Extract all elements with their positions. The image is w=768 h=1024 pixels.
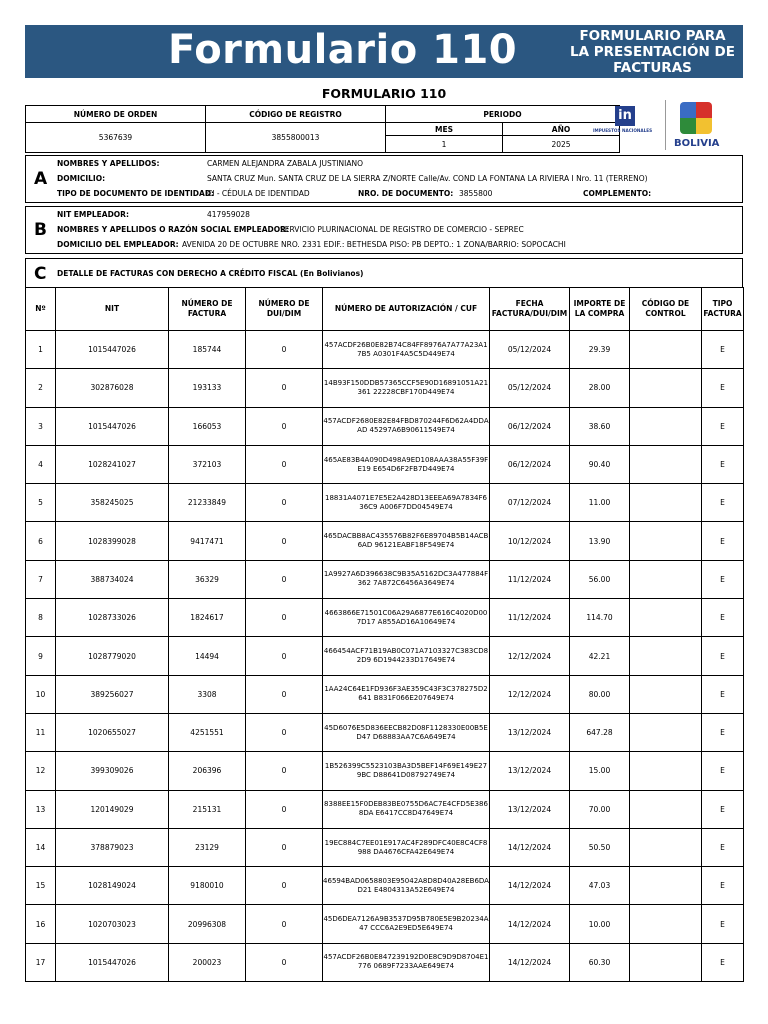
col-codigo-control [630,484,702,522]
col-numero-factura: 193133 [169,369,246,407]
col-importe: 10.00 [570,905,630,943]
col-num: 9 [26,637,56,675]
col-codigo-control [630,867,702,905]
table-row [26,484,744,522]
col-dui-dim: 0 [246,407,323,445]
col-fecha: 10/12/2024 [490,522,570,560]
col-importe-header: IMPORTE DE LA COMPRA [570,288,630,331]
col-importe: 38.60 [570,407,630,445]
col-codigo-control [630,713,702,751]
logos [590,100,720,152]
razon-social-label: NOMBRES Y APELLIDOS O RAZÓN SOCIAL EMPLEADOR: [57,225,289,234]
col-importe: 90.40 [570,445,630,483]
col-num: 6 [26,522,56,560]
col-numero-factura: 20996308 [169,905,246,943]
col-cuf: 46594BAD0658803E95042A8D8D40A28EB6DAD21 E4804313A52E649E74 [323,867,490,905]
table-row [26,522,744,560]
col-tipo-factura: E [702,331,744,369]
col-nit: 378879023 [56,828,169,866]
col-nit: 1015447026 [56,331,169,369]
col-numero-factura: 166053 [169,407,246,445]
col-dui-dim: 0 [246,637,323,675]
col-fecha: 11/12/2024 [490,560,570,598]
col-cuf-header: NÚMERO DE AUTORIZACIÓN / CUF [323,288,490,331]
col-num: 13 [26,790,56,828]
table-row [26,675,744,713]
periodo-label: PERIODO [386,106,620,123]
col-cuf: 457ACDF26B0E847239192D0E8C9D9D8704E1776 0689F7233AAE649E74 [323,943,490,981]
col-nit: 389256027 [56,675,169,713]
table-row [26,637,744,675]
col-numero-factura: 14494 [169,637,246,675]
col-fecha: 12/12/2024 [490,637,570,675]
col-cuf: 465AE83B4A090D498A9ED108AAA38A55F39FE19 E654D6F2FB7D449E74 [323,445,490,483]
nit-empleador-value: 417959028 [207,210,250,219]
col-tipo-factura: E [702,752,744,790]
col-dui-dim: 0 [246,752,323,790]
col-dui-dim: 0 [246,560,323,598]
col-importe: 28.00 [570,369,630,407]
domicilio-empleador-label: DOMICILIO DEL EMPLEADOR: [57,240,179,249]
section-c [25,258,743,288]
col-fecha: 05/12/2024 [490,331,570,369]
col-num: 2 [26,369,56,407]
col-num: 10 [26,675,56,713]
col-cuf: 45D6DEA7126A9B3537D95B780E5E9B20234A47 CCC6A2E9ED5E649E74 [323,905,490,943]
col-codigo-control [630,905,702,943]
table-body [26,331,744,982]
col-numero-factura: 9180010 [169,867,246,905]
col-num-header: Nº [26,288,56,331]
col-numero-factura: 215131 [169,790,246,828]
section-b [25,206,743,254]
col-codigo-control [630,522,702,560]
col-num: 14 [26,828,56,866]
col-nit: 1015447026 [56,407,169,445]
col-nit: 1028241027 [56,445,169,483]
form-number-title: FORMULARIO 110 [321,86,447,101]
col-importe: 11.00 [570,484,630,522]
col-codigo-control [630,828,702,866]
table-header-row [26,288,744,331]
col-fecha: 13/12/2024 [490,713,570,751]
col-num: 3 [26,407,56,445]
col-dui-dim: 0 [246,331,323,369]
table-row [26,790,744,828]
col-numero-factura: 23129 [169,828,246,866]
col-nit: 1020655027 [56,713,169,751]
col-codigo-control [630,560,702,598]
col-codigo-control [630,637,702,675]
col-importe: 70.00 [570,790,630,828]
col-codigo-control [630,599,702,637]
sin-logo-text: IMPUESTOS NACIONALES [593,128,653,133]
col-numero-factura: 3308 [169,675,246,713]
col-tipo-factura: E [702,943,744,981]
col-fecha: 06/12/2024 [490,407,570,445]
col-cuf: 19EC884C7EE01E917AC4F289DFC40E8C4CF8988 DA4676CFA42E649E74 [323,828,490,866]
col-cuf: 45D6076E5D836EECB82D08F1128330E00B5ED47 D68883AA7C6A649E74 [323,713,490,751]
col-dui-dim-header: NÚMERO DE DUI/DIM [246,288,323,331]
col-tipo-factura: E [702,599,744,637]
section-a-letter: A [34,169,48,189]
section-c-letter: C [34,264,47,284]
col-nit: 120149029 [56,790,169,828]
complemento-label: COMPLEMENTO: [583,189,652,198]
col-tipo-factura: E [702,522,744,560]
bolivia-logo-text: BOLIVIA [674,138,720,149]
header-band [25,25,743,78]
form-title: Formulario 110 [168,27,518,73]
col-codigo-control [630,943,702,981]
col-importe: 13.90 [570,522,630,560]
col-tipo-factura: E [702,637,744,675]
table-row [26,560,744,598]
domicilio-empleador-value: AVENIDA 20 DE OCTUBRE NRO. 2331 EDIF.: BETHESDA PISO: PB DEPTO.: 1 ZONA/BARRIO: SOPOCACHI [182,240,566,249]
form-subtitle: FORMULARIO PARA LA PRESENTACIÓN DE FACTURAS [570,28,735,76]
col-cuf: 18831A4071E7E5E2A428D13EEEA69A7834F636C9 A006F7DD04549E74 [323,484,490,522]
col-dui-dim: 0 [246,867,323,905]
mes-label: MES [386,123,503,136]
logo-divider [665,100,666,150]
table-row [26,369,744,407]
col-codigo-control [630,369,702,407]
col-fecha: 12/12/2024 [490,675,570,713]
table-row [26,752,744,790]
col-fecha: 14/12/2024 [490,828,570,866]
col-nit: 1020703023 [56,905,169,943]
col-num: 15 [26,867,56,905]
bolivia-logo [674,100,720,152]
col-cuf: 1B526399C5523103BA3D5BEF14F69E149E279BC D88641D08792749E74 [323,752,490,790]
table-row [26,943,744,981]
numero-orden-value: 5367639 [26,123,206,153]
col-codigo-control [630,407,702,445]
mes-value: 1 [386,136,503,153]
col-codigo-control [630,752,702,790]
tipo-doc-value: CI - CÉDULA DE IDENTIDAD [207,189,310,198]
col-nit: 1028779020 [56,637,169,675]
col-fecha: 13/12/2024 [490,752,570,790]
table-row [26,331,744,369]
col-numero-factura: 206396 [169,752,246,790]
col-num: 4 [26,445,56,483]
col-tipo-factura: E [702,867,744,905]
col-numero-factura: 36329 [169,560,246,598]
col-dui-dim: 0 [246,828,323,866]
nro-doc-value: 3855800 [459,189,493,198]
col-importe: 80.00 [570,675,630,713]
col-numero-factura: 4251551 [169,713,246,751]
section-a [25,155,743,203]
col-nit: 1028399028 [56,522,169,560]
codigo-registro-value: 3855800013 [206,123,386,153]
col-tipo-factura: E [702,790,744,828]
nombres-label: NOMBRES Y APELLIDOS: [57,159,160,168]
sin-logo-icon: in [615,106,635,126]
table-row [26,867,744,905]
col-codigo-control [630,675,702,713]
col-importe: 29.39 [570,331,630,369]
anio-label: AÑO [503,123,620,136]
col-fecha: 14/12/2024 [490,867,570,905]
table-row [26,407,744,445]
col-num: 11 [26,713,56,751]
col-numero-factura-header: NÚMERO DE FACTURA [169,288,246,331]
col-tipo-factura: E [702,369,744,407]
codigo-registro-label: CÓDIGO DE REGISTRO [206,106,386,123]
col-fecha: 11/12/2024 [490,599,570,637]
col-codigo-control-header: CÓDIGO DE CONTROL [630,288,702,331]
col-fecha: 14/12/2024 [490,905,570,943]
col-num: 16 [26,905,56,943]
col-nit: 388734024 [56,560,169,598]
col-tipo-factura: E [702,560,744,598]
col-numero-factura: 1824617 [169,599,246,637]
col-importe: 114.70 [570,599,630,637]
col-numero-factura: 21233849 [169,484,246,522]
col-cuf: 1A9927A6D396638C9B35A5162DC3A477884F362 7A872C6456A3649E74 [323,560,490,598]
col-num: 12 [26,752,56,790]
col-tipo-factura: E [702,407,744,445]
impuestos-nacionales-logo [590,100,660,140]
domicilio-value: SANTA CRUZ Mun. SANTA CRUZ DE LA SIERRA Z/NORTE Calle/Av. COND LA FONTANA LA RIVIERA I Nro. 11 (TERRENO) [207,174,648,183]
col-num: 1 [26,331,56,369]
col-importe: 15.00 [570,752,630,790]
col-codigo-control [630,331,702,369]
col-dui-dim: 0 [246,713,323,751]
col-importe: 50.50 [570,828,630,866]
nit-empleador-label: NIT EMPLEADOR: [57,210,129,219]
table-row [26,713,744,751]
col-tipo-factura: E [702,445,744,483]
col-dui-dim: 0 [246,905,323,943]
col-importe: 56.00 [570,560,630,598]
col-fecha: 06/12/2024 [490,445,570,483]
nro-doc-label: NRO. DE DOCUMENTO: [358,189,454,198]
table-row [26,445,744,483]
order-info-table [25,105,620,153]
table-row [26,905,744,943]
col-nit: 302876028 [56,369,169,407]
col-cuf: 8388EE15F0DEB83BE0755D6AC7E4CFD5E3868DA E6417CC8D47649E74 [323,790,490,828]
col-nit: 399309026 [56,752,169,790]
col-fecha: 14/12/2024 [490,943,570,981]
col-dui-dim: 0 [246,790,323,828]
invoice-table [25,287,744,982]
col-numero-factura: 200023 [169,943,246,981]
col-importe: 60.30 [570,943,630,981]
col-tipo-factura: E [702,905,744,943]
col-dui-dim: 0 [246,484,323,522]
col-tipo-factura: E [702,713,744,751]
tipo-doc-label: TIPO DE DOCUMENTO DE IDENTIDAD: [57,189,215,198]
col-codigo-control [630,790,702,828]
col-cuf: 1AA24C64E1FD936F3AE359C43F3C378275D2641 B831F066E207649E74 [323,675,490,713]
col-codigo-control [630,445,702,483]
col-cuf: 4663866E71501C06A29A6877E616C4020D007D17 A855AD16A10649E74 [323,599,490,637]
col-nit: 1028733026 [56,599,169,637]
col-nit: 358245025 [56,484,169,522]
col-importe: 47.03 [570,867,630,905]
col-nit: 1015447026 [56,943,169,981]
col-dui-dim: 0 [246,675,323,713]
col-cuf: 457ACDF26B0E82B74C84FF8976A7A77A23A17B5 A0301F4A5C5D449E74 [323,331,490,369]
col-tipo-factura: E [702,828,744,866]
section-c-title: DETALLE DE FACTURAS CON DERECHO A CRÉDITO FISCAL (En Bolivianos) [57,269,364,278]
col-cuf: 14B93F150DDB57365CCF5E90D16891051A21361 22228CBF170D449E74 [323,369,490,407]
table-row [26,828,744,866]
col-nit: 1028149024 [56,867,169,905]
bolivia-emblem-icon [680,102,712,134]
col-importe: 42.21 [570,637,630,675]
col-nit-header: NIT [56,288,169,331]
col-cuf: 457ACDF2680E82E84FBD870244F6D62A4DDAAD 45297A6B90611549E74 [323,407,490,445]
col-fecha: 05/12/2024 [490,369,570,407]
col-dui-dim: 0 [246,943,323,981]
col-cuf: 465DACBB8AC435576B82F6E89704B5B14ACB6AD 96121EABF18F549E74 [323,522,490,560]
anio-value: 2025 [503,136,620,153]
col-tipo-factura-header: TIPO FACTURA [702,288,744,331]
col-dui-dim: 0 [246,445,323,483]
col-fecha: 13/12/2024 [490,790,570,828]
col-num: 8 [26,599,56,637]
razon-social-value: SERVICIO PLURINACIONAL DE REGISTRO DE COMERCIO - SEPREC [280,225,524,234]
col-cuf: 466454ACF71B19AB0C071A7103327C383CD82D9 6D1944233D17649E74 [323,637,490,675]
col-num: 5 [26,484,56,522]
col-dui-dim: 0 [246,369,323,407]
col-tipo-factura: E [702,675,744,713]
col-numero-factura: 185744 [169,331,246,369]
col-num: 17 [26,943,56,981]
col-dui-dim: 0 [246,599,323,637]
col-fecha-header: FECHA FACTURA/DUI/DIM [490,288,570,331]
col-tipo-factura: E [702,484,744,522]
domicilio-label: DOMICILIO: [57,174,106,183]
col-importe: 647.28 [570,713,630,751]
section-b-letter: B [34,220,47,240]
col-fecha: 07/12/2024 [490,484,570,522]
col-numero-factura: 372103 [169,445,246,483]
col-dui-dim: 0 [246,522,323,560]
col-num: 7 [26,560,56,598]
nombres-value: CARMEN ALEJANDRA ZABALA JUSTINIANO [207,159,363,168]
col-numero-factura: 9417471 [169,522,246,560]
numero-orden-label: NÚMERO DE ORDEN [26,106,206,123]
table-row [26,599,744,637]
